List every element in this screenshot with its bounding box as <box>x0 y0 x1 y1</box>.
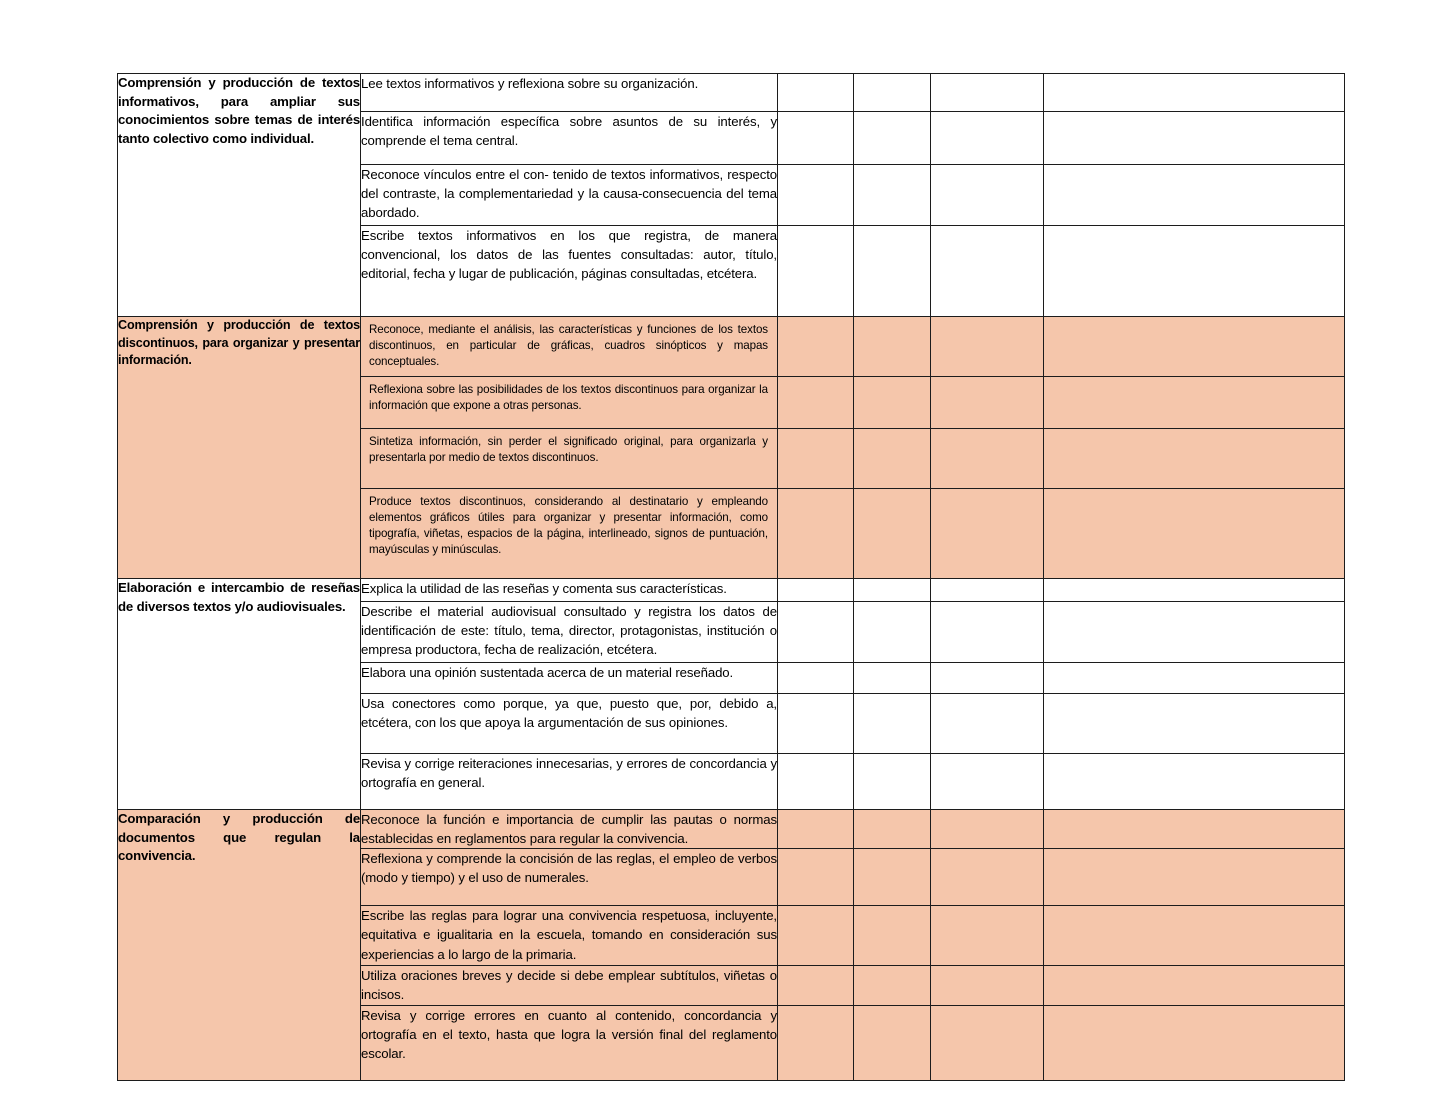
indicator-cell: Describe el material audiovisual consultado y registra los datos de identificación de este: título, tema, director, protagonistas, institución o empresa productora, fecha de realización, etcétera. <box>361 602 778 663</box>
evaluation-mark-cell-mark3[interactable] <box>931 165 1044 226</box>
learning-expectation-cell: Comprensión y producción de textos discontinuos, para organizar y presentar información. <box>118 317 361 579</box>
evaluation-mark-cell-mark2[interactable] <box>854 694 931 754</box>
evaluation-mark-cell-mark3[interactable] <box>931 602 1044 663</box>
table-row <box>118 317 1345 377</box>
evaluation-mark-cell-mark1[interactable] <box>778 754 854 810</box>
evaluation-mark-cell-mark1[interactable] <box>778 579 854 602</box>
table-row <box>118 579 1345 602</box>
indicator-cell: Escribe textos informativos en los que registra, de manera convencional, los datos de las fuentes consultadas: autor, título, editorial, fecha y lugar de publicación, páginas consultadas, etcétera. <box>361 226 778 317</box>
evaluation-mark-cell-mark2[interactable] <box>854 966 931 1005</box>
indicator-cell: Revisa y corrige reiteraciones innecesarias, y errores de concordancia y ortografía en general. <box>361 754 778 810</box>
evaluation-mark-cell-mark1[interactable] <box>778 317 854 377</box>
indicator-cell: Elabora una opinión sustentada acerca de un material reseñado. <box>361 663 778 694</box>
evaluation-mark-cell-mark3[interactable] <box>931 906 1044 966</box>
observations-cell[interactable] <box>1044 579 1345 602</box>
evaluation-mark-cell-mark2[interactable] <box>854 849 931 906</box>
observations-cell[interactable] <box>1044 317 1345 377</box>
indicator-cell: Explica la utilidad de las reseñas y comenta sus características. <box>361 579 778 602</box>
evaluation-mark-cell-mark3[interactable] <box>931 74 1044 112</box>
evaluation-mark-cell-mark1[interactable] <box>778 226 854 317</box>
observations-cell[interactable] <box>1044 1005 1345 1080</box>
evaluation-mark-cell-mark3[interactable] <box>931 226 1044 317</box>
observations-cell[interactable] <box>1044 429 1345 489</box>
learning-expectation-cell: Comprensión y producción de textos informativos, para ampliar sus conocimientos sobre temas de interés tanto colectivo como individual. <box>118 74 361 317</box>
learning-expectation-cell: Comparación y producción de documentos que regulan la convivencia. <box>118 810 361 1081</box>
indicator-cell: Lee textos informativos y reflexiona sobre su organización. <box>361 74 778 112</box>
evaluation-mark-cell-mark1[interactable] <box>778 810 854 849</box>
indicator-cell: Reflexiona sobre las posibilidades de los textos discontinuos para organizar la información que expone a otras personas. <box>361 377 778 429</box>
evaluation-mark-cell-mark1[interactable] <box>778 966 854 1005</box>
evaluation-mark-cell-mark3[interactable] <box>931 754 1044 810</box>
observations-cell[interactable] <box>1044 377 1345 429</box>
evaluation-mark-cell-mark1[interactable] <box>778 429 854 489</box>
observations-cell[interactable] <box>1044 602 1345 663</box>
indicator-cell: Reconoce vínculos entre el con- tenido de textos informativos, respecto del contraste, la complementariedad y la causa-consecuencia del tema abordado. <box>361 165 778 226</box>
evaluation-mark-cell-mark2[interactable] <box>854 663 931 694</box>
evaluation-mark-cell-mark3[interactable] <box>931 489 1044 579</box>
observations-cell[interactable] <box>1044 754 1345 810</box>
evaluation-mark-cell-mark3[interactable] <box>931 429 1044 489</box>
evaluation-mark-cell-mark3[interactable] <box>931 377 1044 429</box>
evaluation-mark-cell-mark2[interactable] <box>854 74 931 112</box>
evaluation-mark-cell-mark3[interactable] <box>931 663 1044 694</box>
observations-cell[interactable] <box>1044 849 1345 906</box>
evaluation-mark-cell-mark2[interactable] <box>854 317 931 377</box>
evaluation-mark-cell-mark3[interactable] <box>931 694 1044 754</box>
evaluation-mark-cell-mark3[interactable] <box>931 1005 1044 1080</box>
evaluation-mark-cell-mark2[interactable] <box>854 165 931 226</box>
indicator-cell: Reconoce la función e importancia de cumplir las pautas o normas establecidas en reglamentos para regular la convivencia. <box>361 810 778 849</box>
evaluation-mark-cell-mark2[interactable] <box>854 429 931 489</box>
evaluation-mark-cell-mark2[interactable] <box>854 489 931 579</box>
evaluation-mark-cell-mark3[interactable] <box>931 849 1044 906</box>
evaluation-mark-cell-mark1[interactable] <box>778 906 854 966</box>
evaluation-mark-cell-mark1[interactable] <box>778 1005 854 1080</box>
observations-cell[interactable] <box>1044 810 1345 849</box>
observations-cell[interactable] <box>1044 489 1345 579</box>
learning-expectation-cell: Elaboración e intercambio de reseñas de diversos textos y/o audiovisuales. <box>118 579 361 810</box>
evaluation-mark-cell-mark3[interactable] <box>931 810 1044 849</box>
indicator-cell: Identifica información específica sobre asuntos de su interés, y comprende el tema central. <box>361 112 778 165</box>
evaluation-mark-cell-mark2[interactable] <box>854 754 931 810</box>
evaluation-mark-cell-mark3[interactable] <box>931 317 1044 377</box>
evaluation-mark-cell-mark1[interactable] <box>778 112 854 165</box>
observations-cell[interactable] <box>1044 966 1345 1005</box>
observations-cell[interactable] <box>1044 74 1345 112</box>
evaluation-mark-cell-mark2[interactable] <box>854 579 931 602</box>
evaluation-mark-cell-mark2[interactable] <box>854 810 931 849</box>
evaluation-mark-cell-mark1[interactable] <box>778 694 854 754</box>
observations-cell[interactable] <box>1044 226 1345 317</box>
indicator-cell: Reflexiona y comprende la concisión de las reglas, el empleo de verbos (modo y tiempo) y el uso de numerales. <box>361 849 778 906</box>
evaluation-mark-cell-mark1[interactable] <box>778 602 854 663</box>
evaluation-mark-cell-mark1[interactable] <box>778 489 854 579</box>
rubric-table <box>117 73 1345 1081</box>
evaluation-mark-cell-mark3[interactable] <box>931 579 1044 602</box>
observations-cell[interactable] <box>1044 112 1345 165</box>
observations-cell[interactable] <box>1044 165 1345 226</box>
evaluation-mark-cell-mark2[interactable] <box>854 906 931 966</box>
indicator-cell: Escribe las reglas para lograr una convivencia respetuosa, incluyente, equitativa e igualitaria en la escuela, tomando en consideración sus experiencias a lo largo de la primaria. <box>361 906 778 966</box>
table-row <box>118 810 1345 849</box>
observations-cell[interactable] <box>1044 663 1345 694</box>
indicator-cell: Reconoce, mediante el análisis, las características y funciones de los textos discontinuos, en particular de gráficas, cuadros sinópticos y mapas conceptuales. <box>361 317 778 377</box>
evaluation-mark-cell-mark2[interactable] <box>854 602 931 663</box>
evaluation-mark-cell-mark1[interactable] <box>778 849 854 906</box>
evaluation-mark-cell-mark2[interactable] <box>854 1005 931 1080</box>
evaluation-mark-cell-mark2[interactable] <box>854 112 931 165</box>
evaluation-mark-cell-mark3[interactable] <box>931 966 1044 1005</box>
evaluation-mark-cell-mark3[interactable] <box>931 112 1044 165</box>
observations-cell[interactable] <box>1044 694 1345 754</box>
evaluation-mark-cell-mark1[interactable] <box>778 165 854 226</box>
table-row <box>118 74 1345 112</box>
evaluation-mark-cell-mark2[interactable] <box>854 377 931 429</box>
evaluation-mark-cell-mark2[interactable] <box>854 226 931 317</box>
indicator-cell: Sintetiza información, sin perder el significado original, para organizarla y presentarla por medio de textos discontinuos. <box>361 429 778 489</box>
evaluation-mark-cell-mark1[interactable] <box>778 74 854 112</box>
observations-cell[interactable] <box>1044 906 1345 966</box>
indicator-cell: Utiliza oraciones breves y decide si debe emplear subtítulos, viñetas o incisos. <box>361 966 778 1005</box>
evaluation-mark-cell-mark1[interactable] <box>778 663 854 694</box>
indicator-cell: Usa conectores como porque, ya que, puesto que, por, debido a, etcétera, con los que apoya la argumentación de sus opiniones. <box>361 694 778 754</box>
evaluation-mark-cell-mark1[interactable] <box>778 377 854 429</box>
indicator-cell: Produce textos discontinuos, considerando al destinatario y empleando elementos gráficos útiles para organizar y presentar información, como tipografía, viñetas, espacios de la página, interlineado, signos de puntuación, mayúsculas y minúsculas. <box>361 489 778 579</box>
indicator-cell: Revisa y corrige errores en cuanto al contenido, concordancia y ortografía en el texto, hasta que logra la versión final del reglamento escolar. <box>361 1005 778 1080</box>
